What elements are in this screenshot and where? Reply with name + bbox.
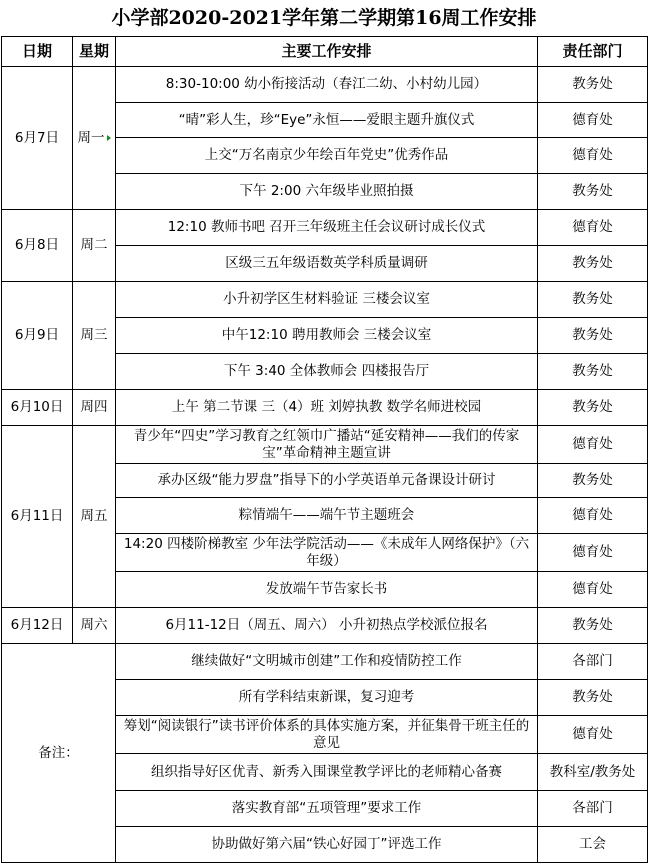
dept-cell: 教务处	[538, 608, 648, 644]
dept-cell: 教务处	[538, 354, 648, 390]
task-cell: 落实教育部“五项管理”要求工作	[116, 791, 538, 827]
header-day: 星期	[73, 37, 116, 67]
dept-cell: 教务处	[538, 246, 648, 282]
date-cell: 6月10日	[2, 390, 73, 426]
dept-cell: 教务处	[538, 318, 648, 354]
task-cell: 青少年“四史”学习教育之红领巾广播站“延安精神——我们的传家宝”革命精神主题宣讲	[116, 426, 538, 464]
task-cell: 小升初学区生材料验证 三楼会议室	[116, 282, 538, 318]
schedule-table	[1, 36, 648, 863]
header-task: 主要工作安排	[116, 37, 538, 67]
table-row	[2, 390, 648, 426]
task-cell: 下午 3:40 全体教师会 四楼报告厅	[116, 354, 538, 390]
weekday-cell: 周二	[73, 210, 116, 282]
task-cell: 继续做好“文明城市创建”工作和疫情防控工作	[116, 644, 538, 680]
task-cell: 12:10 教师书吧 召开三年级班主任会议研讨成长仪式	[116, 210, 538, 246]
task-cell: 所有学科结束新课，复习迎考	[116, 680, 538, 716]
task-cell: 6月11-12日（周五、周六） 小升初热点学校派位报名	[116, 608, 538, 644]
header-row	[2, 37, 648, 67]
dept-cell: 工会	[538, 827, 648, 863]
task-cell: “晴”彩人生，珍“Eye”永恒——爱眼主题升旗仪式	[116, 103, 538, 138]
table-row	[2, 644, 648, 680]
header-dept: 责任部门	[538, 37, 648, 67]
task-cell: 粽情端午——端午节主题班会	[116, 498, 538, 534]
dept-cell: 教务处	[538, 680, 648, 716]
notes-label: 备注：	[2, 644, 116, 863]
table-row	[2, 210, 648, 246]
header-date: 日期	[2, 37, 73, 67]
task-cell: 上交“万名南京少年绘百年党史”优秀作品	[116, 138, 538, 174]
table-row	[2, 426, 648, 464]
cell-marker-icon	[107, 135, 111, 141]
weekday-cell: 周五	[73, 426, 116, 608]
dept-cell: 教务处	[538, 67, 648, 103]
dept-cell: 德育处	[538, 426, 648, 464]
task-cell: 14:20 四楼阶梯教室 少年法学院活动——《未成年人网络保护》（六年级）	[116, 534, 538, 572]
dept-cell: 各部门	[538, 791, 648, 827]
dept-cell: 德育处	[538, 103, 648, 138]
task-cell: 中午12:10 聘用教师会 三楼会议室	[116, 318, 538, 354]
dept-cell: 德育处	[538, 498, 648, 534]
task-cell: 协助做好第六届“铁心好园丁”评选工作	[116, 827, 538, 863]
weekday-cell	[73, 67, 116, 210]
table-row	[2, 282, 648, 318]
dept-cell: 教务处	[538, 390, 648, 426]
page-title: 小学部2020-2021学年第二学期第16周工作安排	[111, 7, 537, 29]
date-cell: 6月9日	[2, 282, 73, 390]
task-cell: 上午 第二节课 三（4）班 刘婷执教 数学名师进校园	[116, 390, 538, 426]
task-cell: 承办区级“能力罗盘”指导下的小学英语单元备课设计研讨	[116, 464, 538, 498]
weekday-cell: 周三	[73, 282, 116, 390]
dept-cell: 各部门	[538, 644, 648, 680]
dept-cell: 德育处	[538, 716, 648, 754]
date-cell: 6月8日	[2, 210, 73, 282]
dept-cell: 教务处	[538, 282, 648, 318]
table-row	[2, 67, 648, 103]
dept-cell: 教科室/教务处	[538, 754, 648, 791]
date-cell: 6月11日	[2, 426, 73, 608]
weekday-cell: 周四	[73, 390, 116, 426]
weekday-cell: 周六	[73, 608, 116, 644]
dept-cell: 德育处	[538, 210, 648, 246]
dept-cell: 德育处	[538, 534, 648, 572]
table-row	[2, 608, 648, 644]
dept-cell: 教务处	[538, 174, 648, 210]
date-cell: 6月7日	[2, 67, 73, 210]
task-cell: 发放端午节告家长书	[116, 572, 538, 608]
task-cell: 下午 2:00 六年级毕业照拍摄	[116, 174, 538, 210]
task-cell: 区级三五年级语数英学科质量调研	[116, 246, 538, 282]
dept-cell: 德育处	[538, 138, 648, 174]
date-cell: 6月12日	[2, 608, 73, 644]
task-cell: 筹划“阅读银行”读书评价体系的具体实施方案，并征集骨干班主任的意见	[116, 716, 538, 754]
task-cell: 组织指导好区优青、新秀入围课堂教学评比的老师精心备赛	[116, 754, 538, 791]
task-cell: 8:30-10:00 幼小衔接活动（春江二幼、小村幼儿园）	[116, 67, 538, 103]
weekday-label: 周一	[77, 129, 105, 146]
dept-cell: 教务处	[538, 464, 648, 498]
dept-cell: 德育处	[538, 572, 648, 608]
